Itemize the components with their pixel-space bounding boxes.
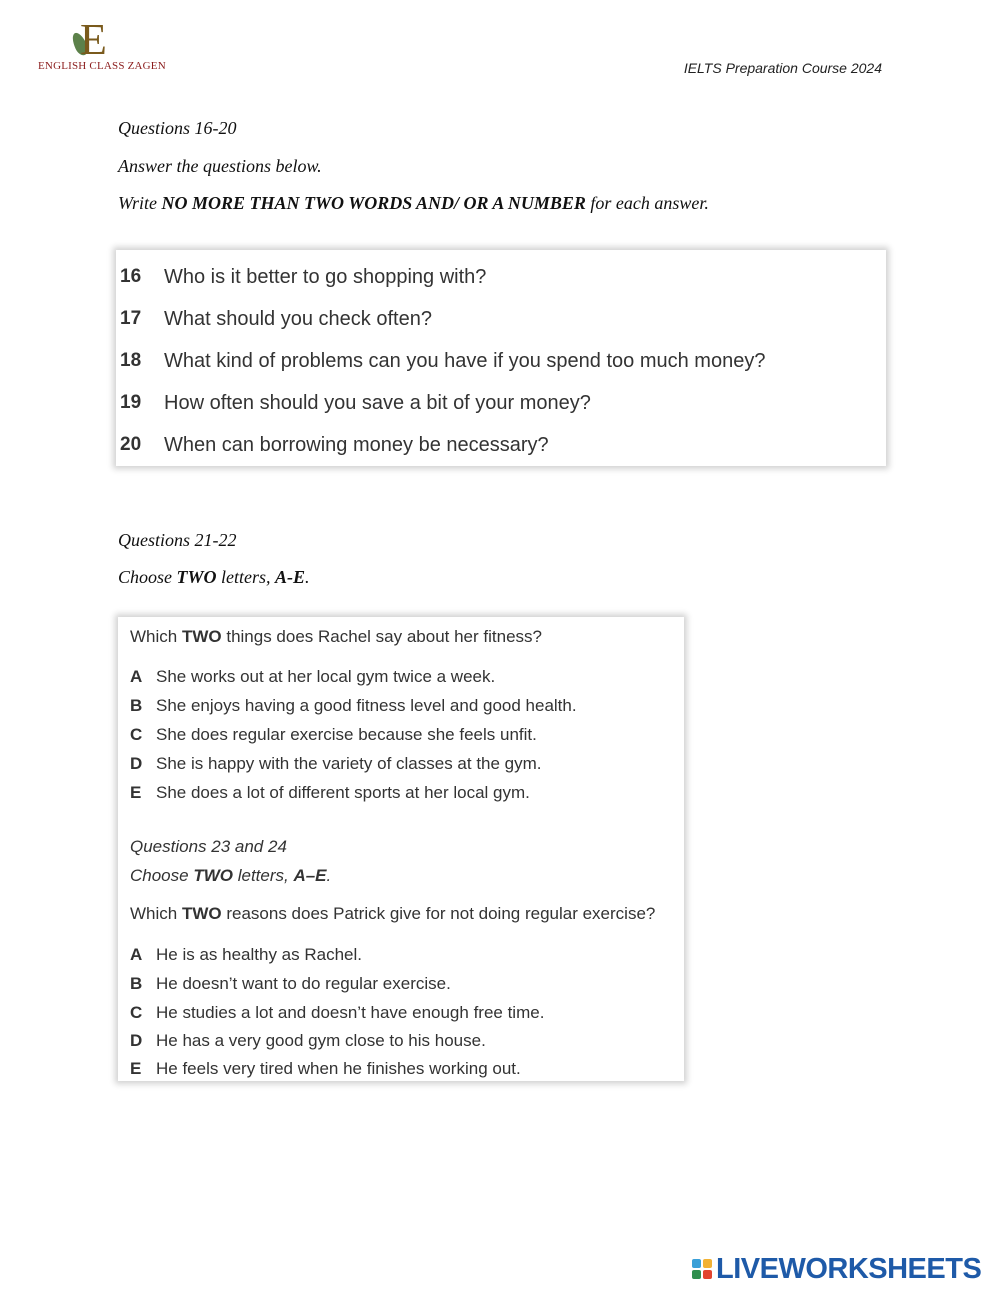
- option-text: He is as healthy as Rachel.: [156, 945, 362, 964]
- rachel-question: Which TWO things does Rachel say about her fitness?: [130, 627, 542, 646]
- section3-instruction: Choose TWO letters, A–E.: [130, 866, 332, 885]
- question-row: [116, 262, 486, 292]
- option-text: She does a lot of different sports at her local gym.: [156, 783, 530, 802]
- option-item: [130, 974, 451, 994]
- option-item: [130, 754, 542, 774]
- question-text: How often should you save a bit of your money?: [164, 391, 591, 414]
- question-number: 19: [120, 392, 142, 413]
- option-item: [130, 783, 530, 803]
- option-text: He studies a lot and doesn’t have enough free time.: [156, 1003, 545, 1022]
- option-letter: C: [130, 1003, 143, 1022]
- question-text: When can borrowing money be necessary?: [164, 433, 549, 456]
- liveworksheets-brand: LIVEWORKSHEETS: [716, 1252, 982, 1285]
- option-text: She does regular exercise because she feels unfit.: [156, 725, 537, 744]
- option-letter: B: [130, 974, 143, 993]
- option-letter: A: [130, 667, 143, 686]
- question-row: [116, 304, 432, 334]
- question-number: 17: [120, 308, 142, 329]
- liveworksheets-logo[interactable]: [692, 1252, 981, 1286]
- option-letter: A: [130, 945, 143, 964]
- question-row: [116, 346, 765, 376]
- option-text: He has a very good gym close to his house.: [156, 1031, 486, 1050]
- option-item: [130, 1059, 521, 1079]
- option-item: [130, 696, 577, 716]
- option-text: He feels very tired when he finishes working out.: [156, 1059, 521, 1078]
- option-text: She enjoys having a good fitness level and good health.: [156, 696, 577, 715]
- option-item: [130, 667, 495, 687]
- option-item: [130, 1003, 544, 1023]
- option-text: He doesn’t want to do regular exercise.: [156, 974, 451, 993]
- patrick-question: Which TWO reasons does Patrick give for not doing regular exercise?: [130, 904, 656, 923]
- option-letter: E: [130, 1059, 142, 1078]
- option-text: She is happy with the variety of classes at the gym.: [156, 754, 542, 773]
- liveworksheets-icon: [692, 1259, 712, 1279]
- section2-heading: Questions 21-22: [118, 530, 237, 550]
- section2-instruction: Choose TWO letters, A-E.: [118, 567, 310, 587]
- option-letter: D: [130, 1031, 143, 1050]
- option-letter: D: [130, 754, 143, 773]
- section1-instruction: Answer the questions below.: [118, 156, 322, 176]
- logo: [38, 15, 166, 78]
- question-row: [116, 388, 591, 418]
- logo-text: ENGLISH CLASS ZAGEN: [38, 60, 166, 72]
- course-title: IELTS Preparation Course 2024: [683, 60, 882, 76]
- questions-16-20-panel: [116, 250, 886, 466]
- section1-heading: Questions 16-20: [118, 118, 237, 138]
- option-letter: C: [130, 725, 143, 744]
- icon-square: [692, 1259, 701, 1268]
- section1-word-limit: Write NO MORE THAN TWO WORDS AND/ OR A NUMBER for each answer.: [118, 193, 709, 213]
- option-letter: E: [130, 783, 142, 802]
- question-number: 20: [120, 434, 142, 455]
- option-item: [130, 725, 537, 745]
- option-item: [130, 1031, 486, 1051]
- question-number: 16: [120, 266, 142, 287]
- option-item: [130, 945, 362, 965]
- question-text: What kind of problems can you have if you spend too much money?: [164, 349, 766, 372]
- logo-monogram-icon: E: [80, 15, 107, 64]
- icon-square: [703, 1270, 712, 1279]
- option-text: She works out at her local gym twice a week.: [156, 667, 496, 686]
- section3-heading: Questions 23 and 24: [130, 837, 287, 856]
- questions-21-24-panel: [118, 617, 684, 1081]
- question-row: [116, 430, 549, 460]
- question-text: What should you check often?: [164, 307, 432, 330]
- icon-square: [703, 1259, 712, 1268]
- icon-square: [692, 1270, 701, 1279]
- option-letter: B: [130, 696, 143, 715]
- question-number: 18: [120, 350, 142, 371]
- word-limit-emphasis: NO MORE THAN TWO WORDS AND/ OR A NUMBER: [161, 193, 586, 213]
- question-text: Who is it better to go shopping with?: [164, 265, 487, 288]
